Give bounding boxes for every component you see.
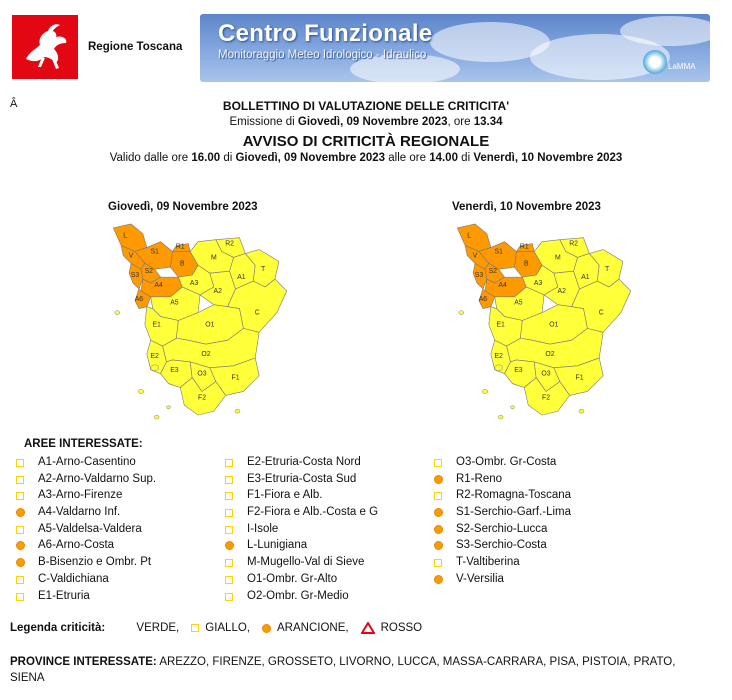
zone-label: E3 [170,366,179,374]
yellow-square-icon [225,492,233,500]
zone-label: E2 [150,352,159,360]
island [511,406,515,409]
area-label: O1-Ombr. Gr-Alto [247,572,338,585]
island [151,365,159,371]
area-label: E3-Etruria-Costa Sud [247,472,357,485]
area-item [225,456,378,473]
red-triangle-icon [361,622,375,634]
yellow-square-icon [434,459,442,467]
yellow-square-icon [16,459,24,467]
bulletin-title: BOLLETTINO DI VALUTAZIONE DELLE CRITICITA' [222,99,510,113]
area-label: S3-Serchio-Costa [456,539,547,552]
area-item [16,473,156,490]
yellow-square-icon [225,459,233,467]
legend-arancione: ARANCIONE, [277,622,349,635]
island [154,415,159,419]
areas-column-3 [434,456,571,590]
zone-label: O2 [545,350,555,358]
zone-label: S2 [144,268,153,276]
area-item [225,590,378,607]
area-item [434,489,571,506]
legend-rosso: ROSSO [380,622,423,635]
area-item [225,573,378,590]
zone-label: R1 [519,243,529,251]
zone-label: S3 [474,272,484,280]
area-label: O3-Ombr. Gr-Costa [456,456,557,468]
zone-label: A5 [514,299,523,307]
areas-column-1 [16,456,156,606]
areas-column-2 [225,456,378,606]
zone-label: E2 [494,352,503,360]
island [482,389,488,393]
orange-dot-icon [434,541,443,550]
zone-label: R2 [569,240,579,248]
zone-label: O3 [541,370,551,378]
yellow-square-icon [225,509,233,517]
area-label: A3-Arno-Firenze [38,489,123,502]
area-label: A6-Arno-Costa [38,539,115,552]
zone-label: B [179,260,185,268]
area-item [225,473,378,490]
area-label: F1-Fiora e Alb. [247,489,323,502]
area-item [434,573,571,590]
island [459,311,464,315]
area-label: B-Bisenzio e Ombr. Pt [38,556,152,569]
zone-label: O3 [197,370,207,378]
area-label: I-Isole [247,522,279,535]
zone-label: E1 [152,321,161,329]
area-item [434,523,571,540]
area-label: O2-Ombr. Gr-Medio [247,589,349,602]
area-item [225,506,378,523]
zone-label: S1 [150,248,159,256]
zone-label: E3 [514,366,523,374]
area-label: R1-Reno [456,472,503,485]
area-label: T-Valtiberina [456,556,520,569]
zone-label: O1 [205,321,215,329]
yellow-square-icon [16,476,24,484]
tuscany-map-svg [105,218,300,423]
map-title-day2: Venerdì, 10 Novembre 2023 [452,201,601,213]
area-label: A2-Arno-Valdarno Sup. [38,472,157,485]
area-item [16,523,156,540]
legend-verde: VERDE, [136,622,180,635]
zone-label: F2 [541,394,551,402]
yellow-square-icon [225,559,233,567]
area-item [16,539,156,556]
yellow-square-icon [16,576,24,584]
yellow-square-icon [225,576,233,584]
zone-label: S3 [130,272,140,280]
validity-line: Valido dalle ore 16.00 di Giovedì, 09 Novembre 2023 alle ore 14.00 di Venerdì, 10 Novembre 2023 [109,152,623,164]
yellow-square-icon [225,593,233,601]
island [579,409,584,413]
area-item [16,456,156,473]
yellow-square-icon [191,624,199,632]
provinces-label: PROVINCE INTERESSATE: [10,656,157,668]
island [167,406,171,409]
orange-dot-icon [434,575,443,584]
yellow-square-icon [225,476,233,484]
island [498,415,503,419]
provinces-line [10,654,710,686]
area-item [434,456,571,473]
banner-subtitle: Monitoraggio Meteo Idrologico - Idraulico [218,49,427,61]
area-item [225,539,378,556]
area-label: A4-Valdarno Inf. [38,506,121,519]
zone-l [113,224,147,252]
island [115,311,120,315]
provinces-list: AREZZO, FIRENZE, GROSSETO, LIVORNO, LUCCA, MASSA-CARRARA, PISA, PISTOIA, PRATO, SIENA [10,656,676,684]
zone-l [457,224,491,252]
zone-label: F1 [231,374,240,382]
region-name: Regione Toscana [88,41,183,53]
zone-label: B [523,260,529,268]
zone-label: V [128,252,134,260]
zone-label: E1 [496,321,505,329]
orange-dot-icon [16,508,25,517]
area-label: E1-Etruria [38,589,90,602]
areas-title: AREE INTERESSATE: [24,438,143,450]
zone-label: F2 [197,394,207,402]
zone-label: M [210,254,217,262]
stray-character: Â [10,98,18,110]
orange-dot-icon [225,541,234,550]
banner-title: Centro Funzionale [218,20,433,47]
lamma-logo-text: LaMMA [668,62,696,71]
area-label: A5-Valdelsa-Valdera [38,522,142,535]
alert-map-day2 [449,218,644,423]
zone-label: A3 [189,280,199,288]
area-label: M-Mugello-Val di Sieve [247,556,365,569]
area-label: S2-Serchio-Lucca [456,522,548,535]
yellow-square-icon [434,492,442,500]
orange-dot-icon [434,508,443,517]
area-label: E2-Etruria-Costa Nord [247,456,361,468]
legend-label: Legenda criticità: [10,622,106,635]
yellow-square-icon [16,492,24,500]
area-item [434,473,571,490]
area-label: S1-Serchio-Garf.-Lima [456,506,572,519]
yellow-square-icon [16,526,24,534]
orange-dot-icon [16,558,25,567]
zone-label: A2 [213,287,222,295]
area-item [16,489,156,506]
zone-label: R2 [225,240,235,248]
area-item [16,506,156,523]
area-item [225,523,378,540]
zone-label: A1 [581,274,590,282]
emission-line: Emissione di Giovedì, 09 Novembre 2023, ore 13.34 [229,116,503,128]
area-item [434,506,571,523]
legend-giallo: GIALLO, [205,622,250,635]
map-title-day1: Giovedì, 09 Novembre 2023 [108,201,258,213]
legend [10,622,428,634]
zone-label: R1 [175,243,185,251]
yellow-square-icon [16,593,24,601]
orange-dot-icon [262,624,271,633]
zone-label: A1 [237,274,246,282]
area-label: L-Lunigiana [247,539,308,552]
island [138,389,144,393]
zone-label: T [261,266,266,274]
area-item [16,556,156,573]
zone-label: F1 [575,374,584,382]
notice-title: AVVISO DI CRITICITÀ REGIONALE [242,133,490,150]
zone-label: A4 [498,281,507,289]
area-label: F2-Fiora e Alb.-Costa e G [247,506,379,519]
zone-label: C [598,309,604,317]
centro-funzionale-banner [200,14,710,82]
zone-label: L [467,232,472,240]
area-label: A1-Arno-Casentino [38,456,136,468]
area-item [225,489,378,506]
area-item [225,556,378,573]
island [235,409,240,413]
yellow-square-icon [225,526,233,534]
area-item [434,556,571,573]
zone-label: V [472,252,478,260]
area-label: V-Versilia [456,572,504,585]
area-item [434,539,571,556]
zone-label: A4 [154,281,163,289]
zone-label: A5 [170,299,179,307]
lamma-logo-icon [643,50,667,74]
zone-label: A6 [478,295,488,303]
area-item [16,590,156,607]
yellow-square-icon [434,559,442,567]
regione-toscana-logo [12,15,78,79]
zone-label: A6 [134,295,144,303]
orange-dot-icon [16,541,25,550]
island [495,365,503,371]
zone-label: L [123,232,128,240]
area-label: C-Valdichiana [38,572,109,585]
orange-dot-icon [434,525,443,534]
pegasus-icon [12,15,78,79]
zone-label: O2 [201,350,211,358]
zone-label: O1 [549,321,559,329]
zone-label: M [554,254,561,262]
alert-map-day1 [105,218,300,423]
orange-dot-icon [434,475,443,484]
zone-label: A3 [533,280,543,288]
zone-label: S2 [488,268,497,276]
tuscany-map-svg [449,218,644,423]
zone-label: S1 [494,248,503,256]
area-label: R2-Romagna-Toscana [456,489,572,502]
zone-label: T [605,266,610,274]
zone-label: A2 [557,287,566,295]
area-item [16,573,156,590]
zone-label: C [254,309,260,317]
